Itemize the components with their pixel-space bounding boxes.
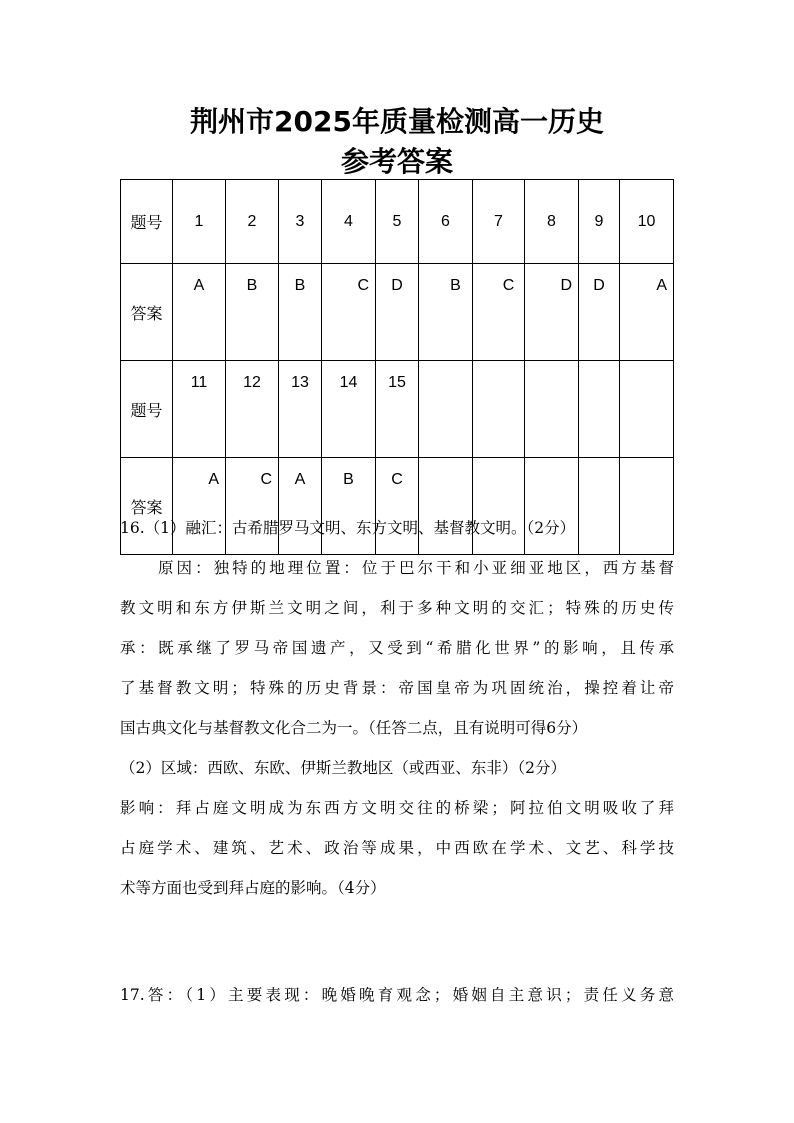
answer-cell: A bbox=[279, 458, 322, 555]
answer-label: 答案 bbox=[121, 264, 173, 361]
text-line: 国古典文化与基督教文化合二为一。（任答二点，且有说明可得6分） bbox=[120, 719, 588, 737]
text-line: 原因：独特的地理位置：位于巴尔干和小亚细亚地区，西方基督 bbox=[158, 559, 674, 577]
empty-cell bbox=[473, 361, 525, 458]
question-number-cell: 2 bbox=[226, 180, 279, 264]
question-number-cell: 15 bbox=[376, 361, 419, 458]
empty-cell bbox=[620, 361, 674, 458]
text-line: 16.（1）融汇：古希腊罗马文明、东方文明、基督教文明。（2分） bbox=[120, 519, 576, 537]
table-row bbox=[121, 180, 674, 264]
question-number-cell: 4 bbox=[322, 180, 376, 264]
empty-cell bbox=[419, 361, 473, 458]
question-number-cell: 9 bbox=[579, 180, 620, 264]
text-line: 术等方面也受到拜占庭的影响。（4分） bbox=[120, 879, 386, 897]
question-16-answer bbox=[120, 508, 674, 908]
table-row bbox=[121, 264, 674, 361]
answer-cell: A bbox=[173, 264, 226, 361]
text-line: 承：既承继了罗马帝国遗产，又受到“希腊化世界”的影响，且传承 bbox=[120, 639, 674, 657]
question-number-cell: 7 bbox=[473, 180, 525, 264]
empty-cell bbox=[579, 361, 620, 458]
answer-cell: C bbox=[226, 458, 279, 555]
answer-cell: D bbox=[376, 264, 419, 361]
question-number-cell: 8 bbox=[525, 180, 579, 264]
text-line: （2）区域：西欧、东欧、伊斯兰教地区（或西亚、东非）（2分） bbox=[120, 759, 566, 777]
question-number-cell: 14 bbox=[322, 361, 376, 458]
answer-label: 答案 bbox=[121, 458, 173, 555]
text-line: 占庭学术、建筑、艺术、政治等成果，中西欧在学术、文艺、科学技 bbox=[120, 839, 674, 857]
text-line: 17.答：（1）主要表现：晚婚晚育观念；婚姻自主意识；责任义务意 bbox=[120, 986, 674, 1004]
question-number-cell: 3 bbox=[279, 180, 322, 264]
answer-cell: D bbox=[579, 264, 620, 361]
answer-cell: A bbox=[173, 458, 226, 555]
answer-cell: B bbox=[322, 458, 376, 555]
answer-cell: C bbox=[473, 264, 525, 361]
answer-cell: D bbox=[525, 264, 579, 361]
question-number-cell: 10 bbox=[620, 180, 674, 264]
answer-cell: B bbox=[279, 264, 322, 361]
document-title: 荆州市2025年质量检测高一历史 bbox=[190, 105, 604, 138]
question-number-cell: 12 bbox=[226, 361, 279, 458]
text-line: 影响：拜占庭文明成为东西方文明交往的桥梁；阿拉伯文明吸收了拜 bbox=[120, 799, 674, 817]
question-number-cell: 1 bbox=[173, 180, 226, 264]
question-number-label: 题号 bbox=[121, 180, 173, 264]
question-number-cell: 13 bbox=[279, 361, 322, 458]
document-subtitle: 参考答案 bbox=[340, 145, 453, 178]
table-row bbox=[121, 361, 674, 458]
answer-cell: C bbox=[376, 458, 419, 555]
answer-cell: C bbox=[322, 264, 376, 361]
text-line: 了基督教文明；特殊的历史背景：帝国皇帝为巩固统治，操控着让帝 bbox=[120, 679, 674, 697]
question-number-cell: 6 bbox=[419, 180, 473, 264]
text-line: 教文明和东方伊斯兰文明之间，利于多种文明的交汇；特殊的历史传 bbox=[120, 599, 674, 617]
answer-cell: B bbox=[226, 264, 279, 361]
question-number-cell: 11 bbox=[173, 361, 226, 458]
answer-cell: A bbox=[620, 264, 674, 361]
answer-table bbox=[120, 179, 674, 555]
question-number-label: 题号 bbox=[121, 361, 173, 458]
empty-cell bbox=[525, 361, 579, 458]
question-number-cell: 5 bbox=[376, 180, 419, 264]
answer-cell: B bbox=[419, 264, 473, 361]
question-17-answer bbox=[120, 975, 674, 1015]
